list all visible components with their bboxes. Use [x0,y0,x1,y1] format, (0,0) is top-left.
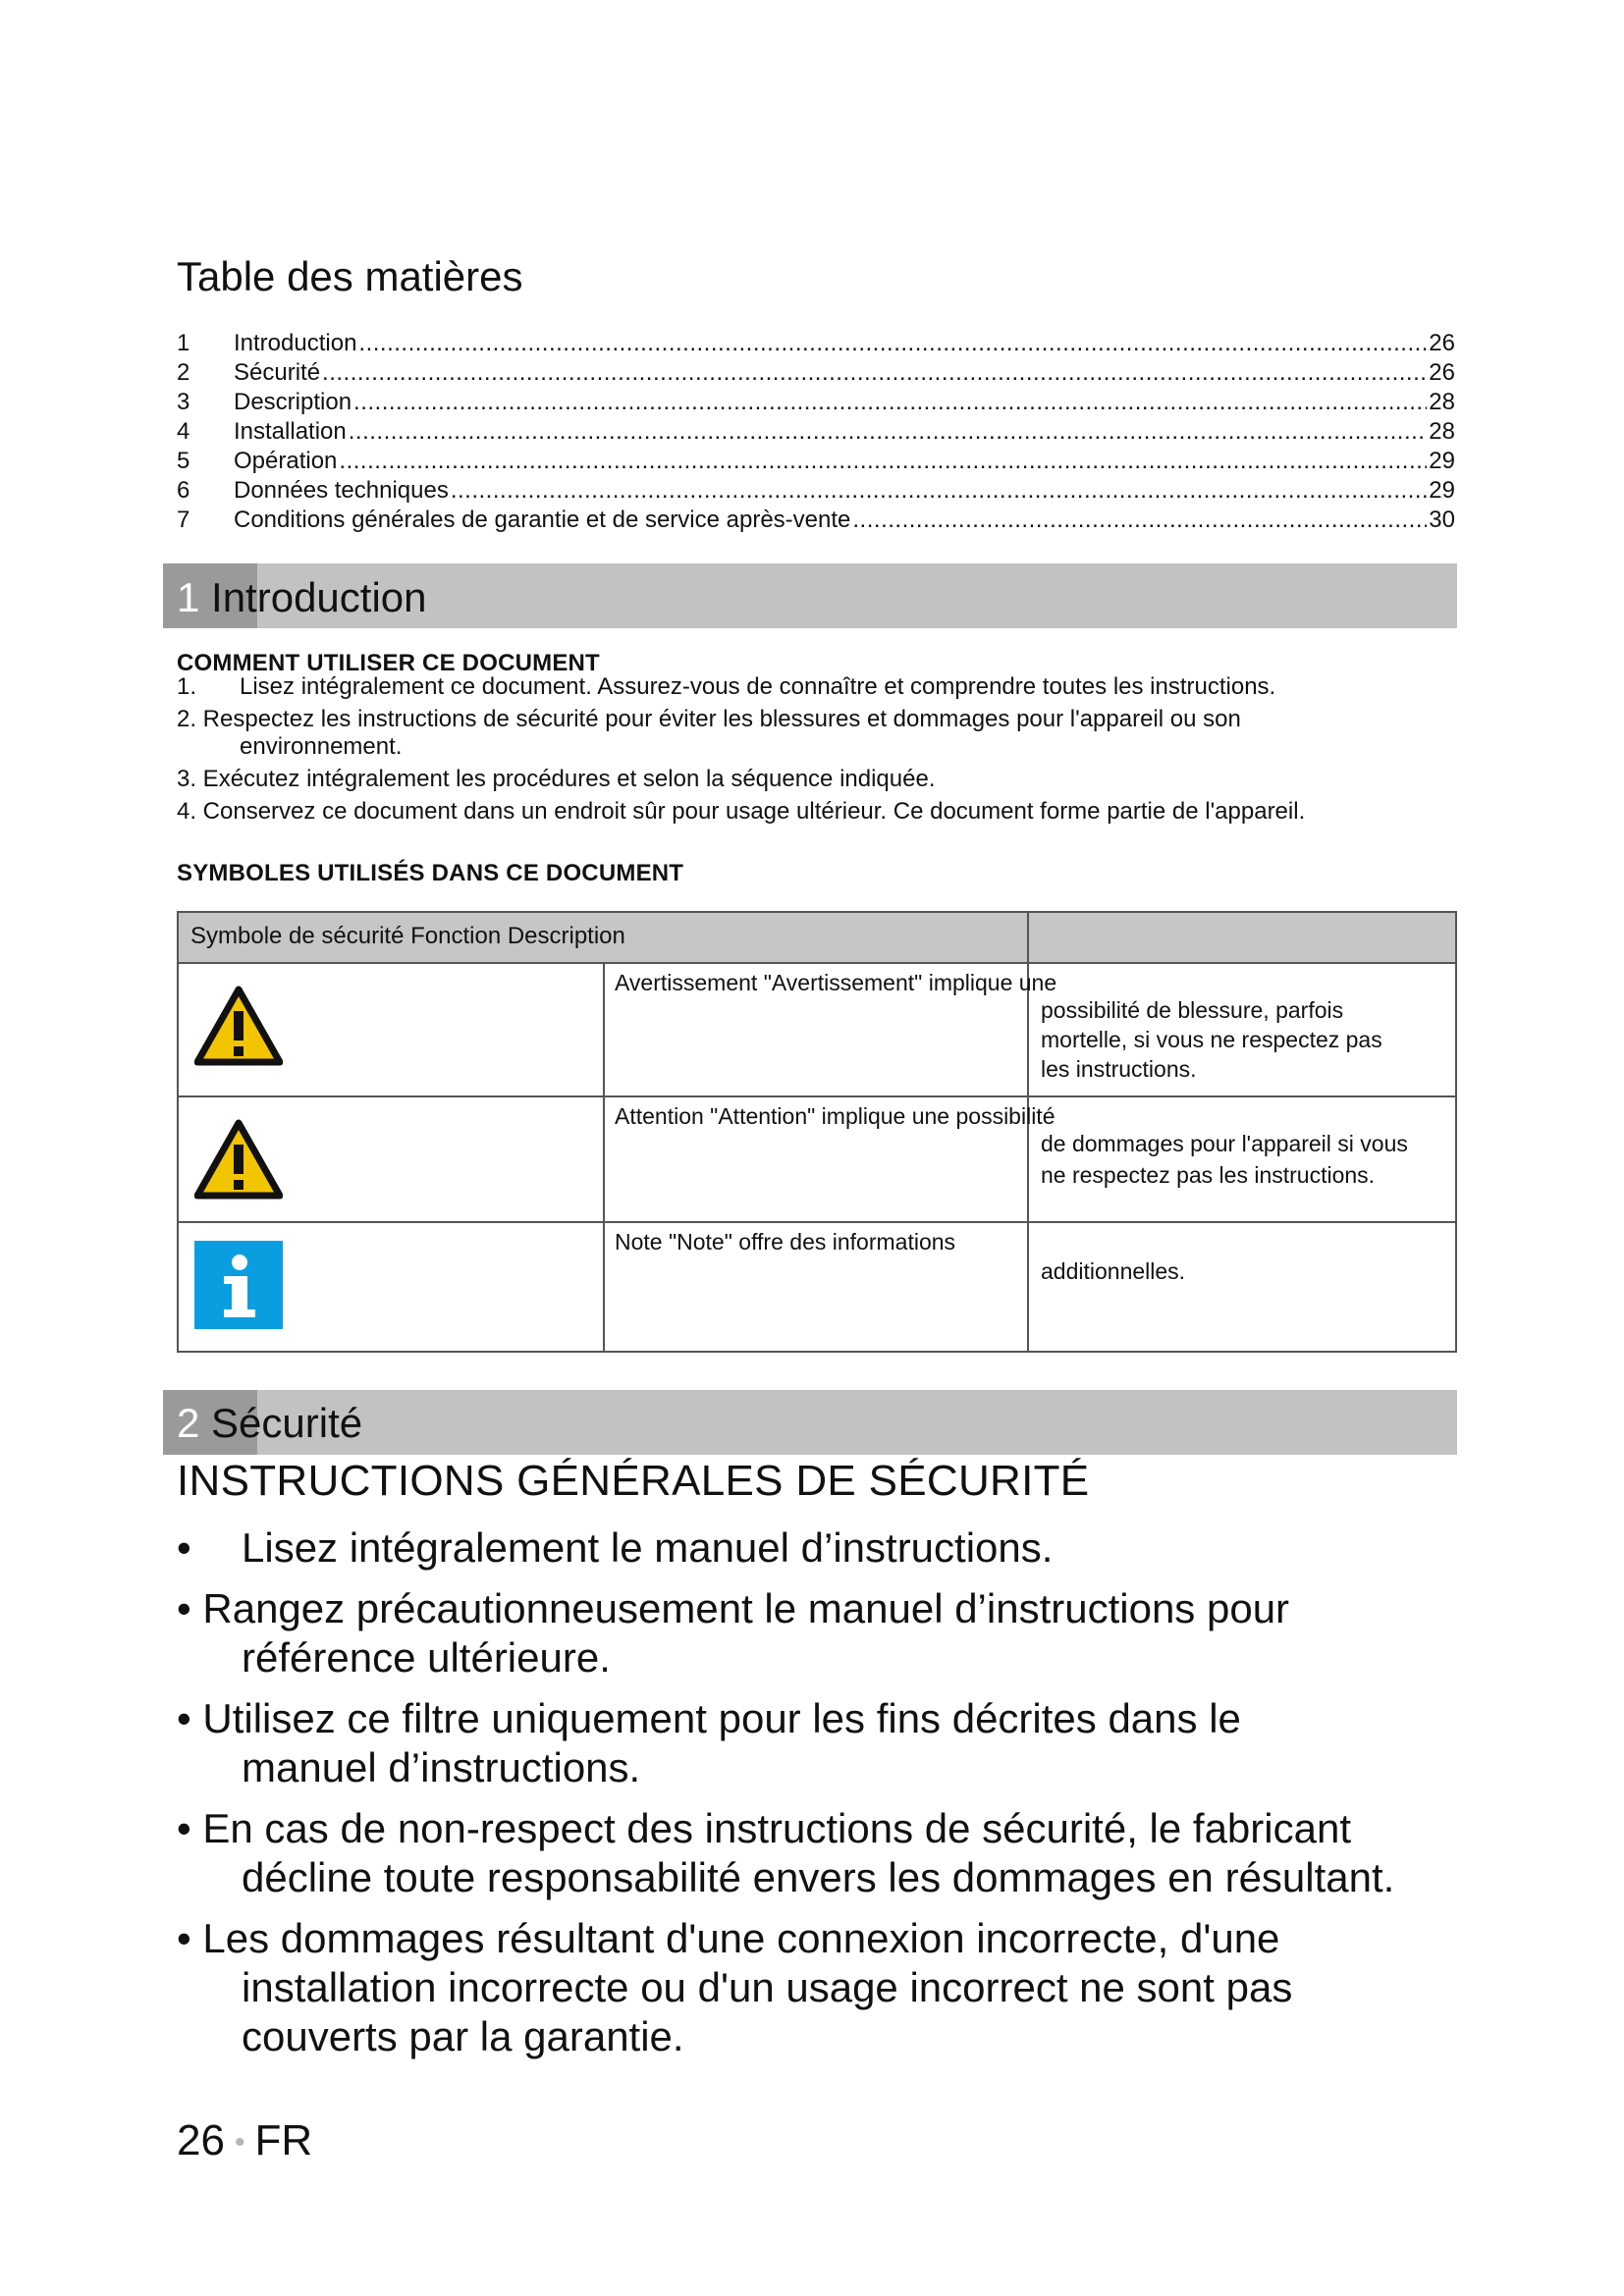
item-text-continued: installation incorrecte ou d'un usage incorrect ne sont pas [242,1964,1293,2010]
item-text: • Rangez précautionneusement le manuel d’instructions pour [177,1585,1290,1631]
toc-label: Opération [234,448,338,474]
item-text: 4. Conservez ce document dans un endroit sûr pour usage ultérieur. Ce document forme partie de l'appareil. [177,798,1306,825]
toc-entry[interactable] [177,418,1455,448]
toc-leader [852,507,1427,534]
list-item [177,706,1453,761]
column-divider [603,964,605,1351]
safety-instructions-list [177,1523,1473,2073]
toc-leader [339,448,1427,475]
toc-label: Description [234,389,352,415]
symbol-function: Attention "Attention" implique une possibilité [615,1103,1056,1129]
toc-label: Données techniques [234,477,449,504]
toc-leader [358,330,1427,357]
item-text-continued: décline toute responsabilité envers les dommages en résultant. [242,1854,1395,1900]
footer-separator: • [234,2126,245,2160]
symbol-description: ne respectez pas les instructions. [1041,1162,1376,1188]
symbol-function: Avertissement "Avertissement" implique une [615,970,1057,995]
section-title: Sécurité [211,1400,363,1446]
symbols-table [177,911,1457,1353]
item-number: 1. [177,673,197,700]
item-text: • Les dommages résultant d'une connexion incorrecte, d'une [177,1915,1280,1961]
toc-page-number: 28 [1429,418,1455,445]
item-text: 3. Exécutez intégralement les procédures et selon la séquence indiquée. [177,766,936,792]
toc-label: Installation [234,418,347,445]
toc-number: 1 [177,330,190,356]
toc-entry[interactable] [177,359,1455,389]
toc-leader [353,389,1427,416]
language-code: FR [254,2116,313,2164]
section-heading [177,574,427,621]
page-number: 26 [177,2116,225,2164]
list-item [177,1584,1473,1682]
list-item [177,673,1453,701]
toc-entry[interactable] [177,389,1455,418]
symbol-description: possibilité de blessure, parfois [1041,997,1344,1023]
toc-label: Introduction [234,330,357,356]
symbol-description: les instructions. [1041,1056,1197,1082]
toc-leader [322,359,1427,387]
toc-page-number: 26 [1429,359,1455,386]
list-item [177,1804,1473,1902]
toc-number: 7 [177,507,190,533]
table-header [179,913,1455,964]
item-text: Lisez intégralement le manuel d’instructions. [242,1524,1054,1571]
warning-triangle-icon [194,986,283,1066]
toc-entry[interactable] [177,330,1455,359]
list-item [177,1523,1473,1573]
how-to-use-heading: COMMENT UTILISER CE DOCUMENT [177,650,600,676]
bullet: • [177,1524,191,1571]
info-icon [194,1241,283,1329]
table-header-text: Symbole de sécurité Fonction Description [190,923,625,949]
section-number: 2 [177,1400,200,1446]
table-of-contents [177,330,1455,536]
toc-number: 5 [177,448,190,474]
toc-number: 2 [177,359,190,386]
toc-page-number: 26 [1429,330,1455,356]
list-item [177,766,1453,793]
symbol-description: additionnelles. [1041,1258,1186,1284]
toc-label: Conditions générales de garantie et de service après-vente [234,507,851,533]
safety-instructions-heading: INSTRUCTIONS GÉNÉRALES DE SÉCURITÉ [177,1457,1090,1505]
toc-number: 6 [177,477,190,504]
toc-page-number: 29 [1429,477,1455,504]
caution-triangle-icon [194,1119,283,1200]
section-banner-introduction [163,563,1457,628]
section-heading [177,1400,362,1447]
section-banner-securite [163,1390,1457,1455]
item-text: • En cas de non-respect des instructions de sécurité, le fabricant [177,1805,1351,1851]
page-footer [177,2116,312,2165]
usage-instructions [177,673,1453,830]
toc-entry[interactable] [177,477,1455,507]
item-text: 2. Respectez les instructions de sécurité pour éviter les blessures et dommages pour l'appareil ou son [177,706,1241,732]
item-text-continued: manuel d’instructions. [242,1744,641,1790]
item-text: • Utilisez ce filtre uniquement pour les fins décrites dans le [177,1695,1241,1741]
toc-entry[interactable] [177,448,1455,477]
toc-page-number: 29 [1429,448,1455,474]
toc-title: Table des matières [177,253,523,299]
toc-page-number: 30 [1429,507,1455,533]
toc-leader [349,418,1428,446]
list-item [177,1914,1473,2061]
row-divider [179,1221,1455,1223]
symbols-heading: SYMBOLES UTILISÉS DANS CE DOCUMENT [177,860,684,886]
toc-leader [451,477,1427,505]
toc-number: 3 [177,389,190,415]
item-text-continued: environnement. [240,733,403,760]
item-text-continued: référence ultérieure. [242,1634,611,1681]
toc-page-number: 28 [1429,389,1455,415]
toc-entry[interactable] [177,507,1455,536]
item-text: Lisez intégralement ce document. Assurez-vous de connaître et comprendre toutes les instructions. [240,673,1276,700]
section-title: Introduction [211,574,427,620]
section-number: 1 [177,574,200,620]
row-divider [179,1095,1455,1097]
symbol-description: mortelle, si vous ne respectez pas [1041,1027,1382,1052]
list-item [177,798,1453,826]
symbol-function: Note "Note" offre des informations [615,1229,956,1255]
list-item [177,1694,1473,1792]
toc-label: Sécurité [234,359,321,386]
item-text-continued: couverts par la garantie. [242,2013,684,2059]
toc-number: 4 [177,418,190,445]
symbol-description: de dommages pour l'appareil si vous [1041,1131,1408,1156]
